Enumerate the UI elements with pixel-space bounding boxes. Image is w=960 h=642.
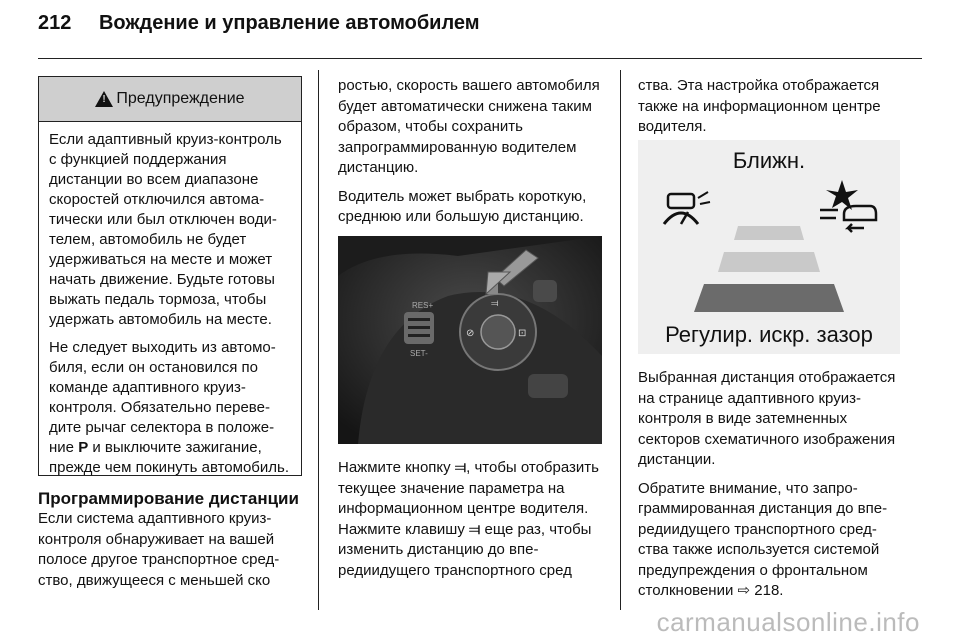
header-rule	[38, 58, 922, 59]
warning-paragraph-1: Если адаптивный круиз-контроль с функцией поддержания дистанции во всем диапазоне скоростей отключился автоматически или был отключен водителем, автомобиль не будет удерживаться на месте и может начать движение. Будьте готовы выжать педаль тормоза, чтобы удержать автомобиль на месте.	[49, 131, 282, 328]
warning-box	[38, 76, 302, 476]
middle-paragraph-2: Водитель может выбрать короткую, среднюю или большую дистанцию.	[338, 187, 587, 225]
right-paragraph-2: Выбранная дистанция отображается на странице адаптивного круиз-контроля в виде затемненных секторов схематичного изображения дистанции.	[638, 369, 896, 468]
control-pad	[460, 294, 536, 370]
page-header	[38, 12, 480, 35]
cruise-cancel-icon: ⊘	[466, 328, 475, 339]
lane-icon: ⊡	[518, 328, 527, 339]
right-column	[638, 76, 902, 146]
res-label: RES+	[412, 301, 434, 310]
distance-sector-mid	[718, 252, 820, 272]
column-divider-1	[318, 70, 319, 610]
middle-paragraph-1: ростью, скорость вашего автомобиля будет автоматически снижена таким образом, чтобы сохранить запрограммированную водителем дистанцию.	[338, 77, 600, 176]
right-para3-text: Обратите внимание, что запрограммированная дистанция до впередиидущего транспортного средства также используется системой предупреждения о фронтальном столкновении	[638, 479, 888, 599]
top-right-button	[533, 280, 557, 302]
column-divider-2	[620, 70, 621, 610]
gap-symbol-icon: ⫤	[454, 459, 467, 476]
set-label: SET-	[410, 349, 428, 358]
para3-text-a: Нажмите кнопку	[338, 459, 455, 476]
page-ref-arrow-icon: ⇨	[737, 582, 755, 599]
warning-triangle-icon	[95, 91, 113, 107]
gear-position-p: P	[78, 439, 89, 456]
page-reference-link[interactable]: 218.	[754, 582, 784, 599]
distance-sector-far	[734, 226, 804, 240]
warning-header	[39, 77, 301, 122]
para3-text-b: , чтобы отобразить текущее значение параметра на информационном центре водителя. Нажмите клавишу	[338, 459, 599, 538]
page-number: 212	[38, 12, 72, 34]
steering-wheel-image	[338, 236, 602, 444]
middle-paragraph-3	[338, 458, 606, 581]
warning-body	[39, 122, 301, 478]
distance-display-image	[638, 140, 900, 354]
middle-column-lower	[338, 458, 606, 589]
middle-column	[338, 76, 606, 236]
para3-text-c: еще раз, чтобы изменить дистанцию до впередиидущего транспортного сред	[338, 520, 592, 579]
gap-symbol-icon-2: ⫤	[469, 520, 481, 538]
page-title: Вождение и управление автомобилем	[98, 12, 480, 34]
distance-sector-near	[694, 284, 844, 312]
right-column-lower	[638, 368, 902, 610]
section-programming	[38, 488, 303, 599]
warning-title: Предупреждение	[116, 90, 245, 107]
display-bottom-label: Регулир. искр. зазор	[665, 322, 873, 347]
warning-text-b: и выключите зажигание, прежде чем покинуть автомобиль.	[49, 439, 289, 476]
section-title: Программирование дистанции	[38, 489, 299, 508]
watermark: carmanualsonline.info	[656, 607, 920, 637]
gap-button-icon: ⫤	[491, 298, 499, 309]
cruise-switch	[404, 312, 434, 344]
warning-text-a: Не следует выходить из автомобиля, если он остановился по команде адаптивного круиз-контроля. Обязательно переведите рычаг селектора в положение	[49, 339, 276, 456]
right-paragraph-1: ства. Эта настройка отображается также на информационном центре водителя.	[638, 77, 881, 135]
right-paragraph-3	[638, 479, 902, 602]
display-top-label: Ближн.	[732, 148, 806, 173]
warning-paragraph-2	[49, 338, 291, 478]
section-paragraph-1: Если система адаптивного круиз-контроля обнаруживает на вашей полосе другое транспортное средство, движущееся с меньшей ско	[38, 510, 280, 589]
lower-button	[528, 374, 568, 398]
